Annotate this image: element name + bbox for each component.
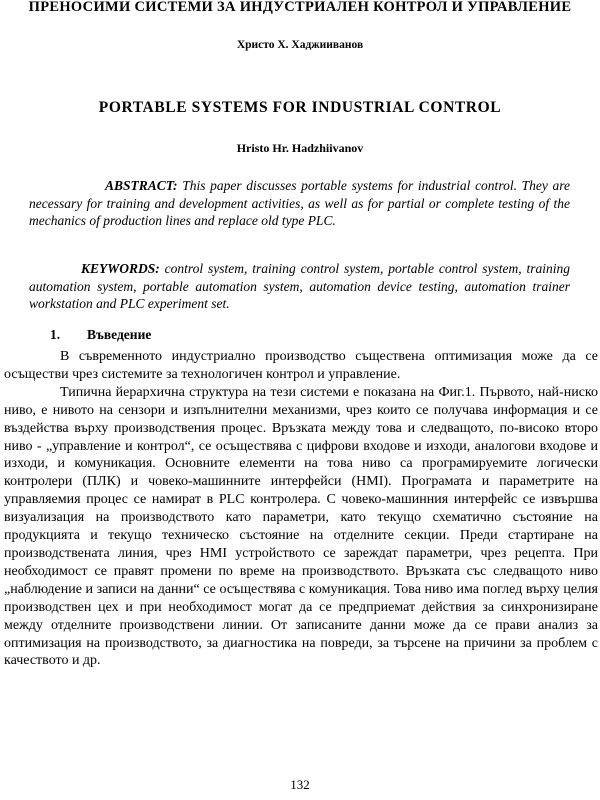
section-number: 1. xyxy=(50,327,61,342)
paragraph-1: В съвременното индустриално производство съществена оптимизация може да се осъществи чрез системите за технологичен контрол и управление. xyxy=(4,349,598,382)
paper-title-english: PORTABLE SYSTEMS FOR INDUSTRIAL CONTROL xyxy=(98,99,502,116)
keywords xyxy=(29,260,570,313)
keywords-text: control system, training control system, portable control system, training automation system, portable automation system, automation device testing, automation trainer workstation and PLC experiment set. xyxy=(29,261,570,311)
abstract xyxy=(29,177,570,230)
keywords-label: KEYWORDS: xyxy=(81,261,160,276)
author-name-english: Hristo Hr. Hadzhiivanov xyxy=(236,141,364,155)
author-name-bulgarian: Христо Х. Хаджииванов xyxy=(236,39,364,51)
paragraph-2: Типична йерархична структура на тези системи е показана на Фиг.1. Първото, най-ниско ниво, е нивото на сензори и изпълнителни механизми, чрез които се получава информация и се въздейства върху производствения процес. Връзката между това и следващото, по-високо второ ниво - „управление и контрол“, се осъществява с цифрови входове и изходи, аналогови входове и изходи, и комуникация. Основните елементи на това ниво са програмируемите логически контролери (ПЛК) и човеко-машинните интерфейси (HMI). Програмата и параметрите на управляемия процес се намират в PLC контролера. С човеко-машинния интерфейс се извършва визуализация на производството като параметри, като текущо схематично състояние на продукцията и текущо техническо състояние на отделните секции. Преди стартиране на производствената линия, чрез HMI устройството се зареждат параметри, чрез рецепта. При необходимост се правят промени по време на производството. Връзката със следващото ниво „наблюдение и записи на данни“ се осъществява с комуникация. Това ниво има поглед върху целия производствен цех и при необходимост могат да се предприемат действия за синхронизиране между отделните производствени линии. От записаните данни може да се прави анализ за оптимизация на производството, за диагностика на повреди, за търсене на причини за проблем с качеството и др. xyxy=(4,384,598,669)
section-heading xyxy=(50,327,151,343)
abstract-text: This paper discusses portable systems for industrial control. They are necessary for training and development activities, as well as for partial or complete testing of the mechanics of production lines and replace old type PLC. xyxy=(29,178,570,228)
section-title: Въведение xyxy=(87,327,152,342)
paper-title-bulgarian: ПРЕНОСИМИ СИСТЕМИ ЗА ИНДУСТРИАЛЕН КОНТРОЛ И УПРАВЛЕНИЕ xyxy=(28,0,572,15)
page-number: 132 xyxy=(290,777,310,792)
body-text xyxy=(4,348,598,670)
abstract-label: ABSTRACT: xyxy=(105,178,178,193)
